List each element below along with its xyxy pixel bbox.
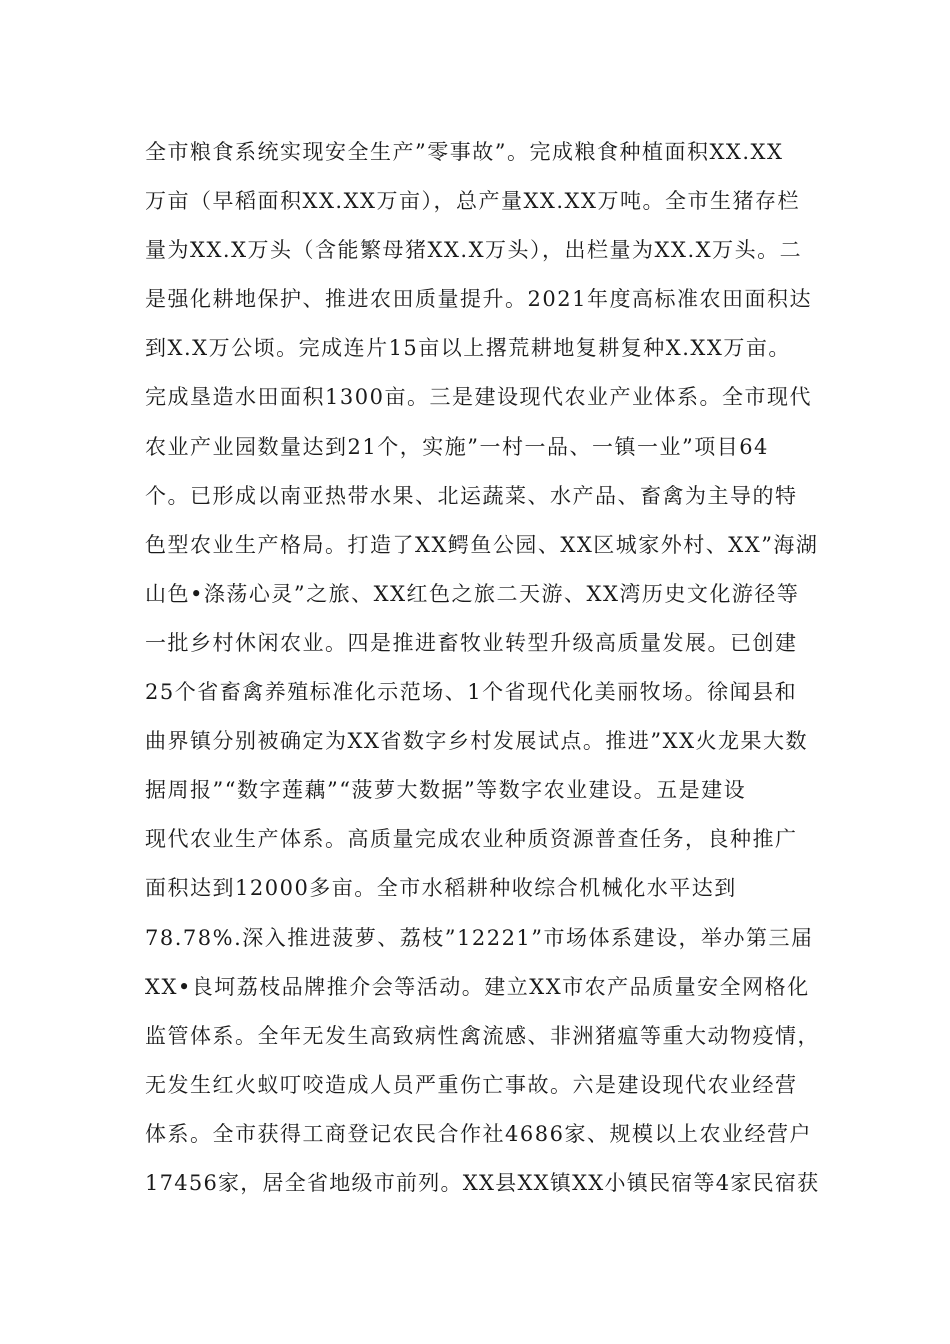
text-line: 农业产业园数量达到21个，实施”一村一品、一镇一业”项目64 bbox=[145, 434, 769, 459]
text-line: 监管体系。全年无发生高致病性禽流感、非洲猪瘟等重大动物疫情， bbox=[145, 1023, 820, 1048]
text-line: 是强化耕地保护、推进农田质量提升。2021年度高标准农田面积达 bbox=[145, 287, 812, 312]
text-line: 完成垦造水田面积1300亩。三是建设现代农业产业体系。全市现代 bbox=[145, 385, 812, 410]
text-line: 面积达到12000多亩。全市水稻耕种收综合机械化水平达到 bbox=[145, 876, 737, 901]
text-line: 一批乡村休闲农业。四是推进畜牧业转型升级高质量发展。已创建 bbox=[145, 630, 798, 655]
text-line: 无发生红火蚁叮咬造成人员严重伤亡事故。六是建设现代农业经营 bbox=[145, 1072, 798, 1097]
text-line: 曲界镇分别被确定为XX省数字乡村发展试点。推进”XX火龙果大数 bbox=[145, 729, 809, 754]
text-line: 量为XX.X万头（含能繁母猪XX.X万头），出栏量为XX.X万头。二 bbox=[145, 238, 803, 263]
text-line: 到X.X万公顷。完成连片15亩以上撂荒耕地复耕复种X.XX万亩。 bbox=[145, 336, 791, 361]
text-line: 个。已形成以南亚热带水果、北运蔬菜、水产品、畜禽为主导的特 bbox=[145, 483, 798, 508]
text-line: 78.78%.深入推进菠萝、荔枝”12221”市场体系建设，举办第三届 bbox=[145, 925, 814, 950]
text-line: 体系。全市获得工商登记农民合作社4686家、规模以上农业经营户 bbox=[145, 1121, 812, 1146]
text-line: 17456家，居全省地级市前列。XX县XX镇XX小镇民宿等4家民宿获 bbox=[145, 1170, 820, 1195]
text-line: 万亩（早稻面积XX.XX万亩），总产量XX.XX万吨。全市生猪存栏 bbox=[145, 189, 800, 214]
text-line: 色型农业生产格局。打造了XX鳄鱼公园、XX区城家外村、XX”海湖 bbox=[145, 532, 819, 557]
text-line: 全市粮食系统实现安全生产”零事故”。完成粮食种植面积XX.XX bbox=[145, 140, 784, 164]
text-line: 山色•涤荡心灵”之旅、XX红色之旅二天游、XX湾历史文化游径等 bbox=[145, 581, 800, 606]
text-line: 25个省畜禽养殖标准化示范场、1个省现代化美丽牧场。徐闻县和 bbox=[145, 680, 798, 705]
text-line: 现代农业生产体系。高质量完成农业种质资源普查任务，良种推广 bbox=[145, 827, 798, 852]
text-line: 据周报”“数字莲藕”“菠萝大数据”等数字农业建设。五是建设 bbox=[145, 778, 747, 803]
text-line: XX•良坷荔枝品牌推介会等活动。建立XX市农产品质量安全网格化 bbox=[145, 974, 810, 999]
body-paragraph bbox=[145, 128, 825, 1208]
